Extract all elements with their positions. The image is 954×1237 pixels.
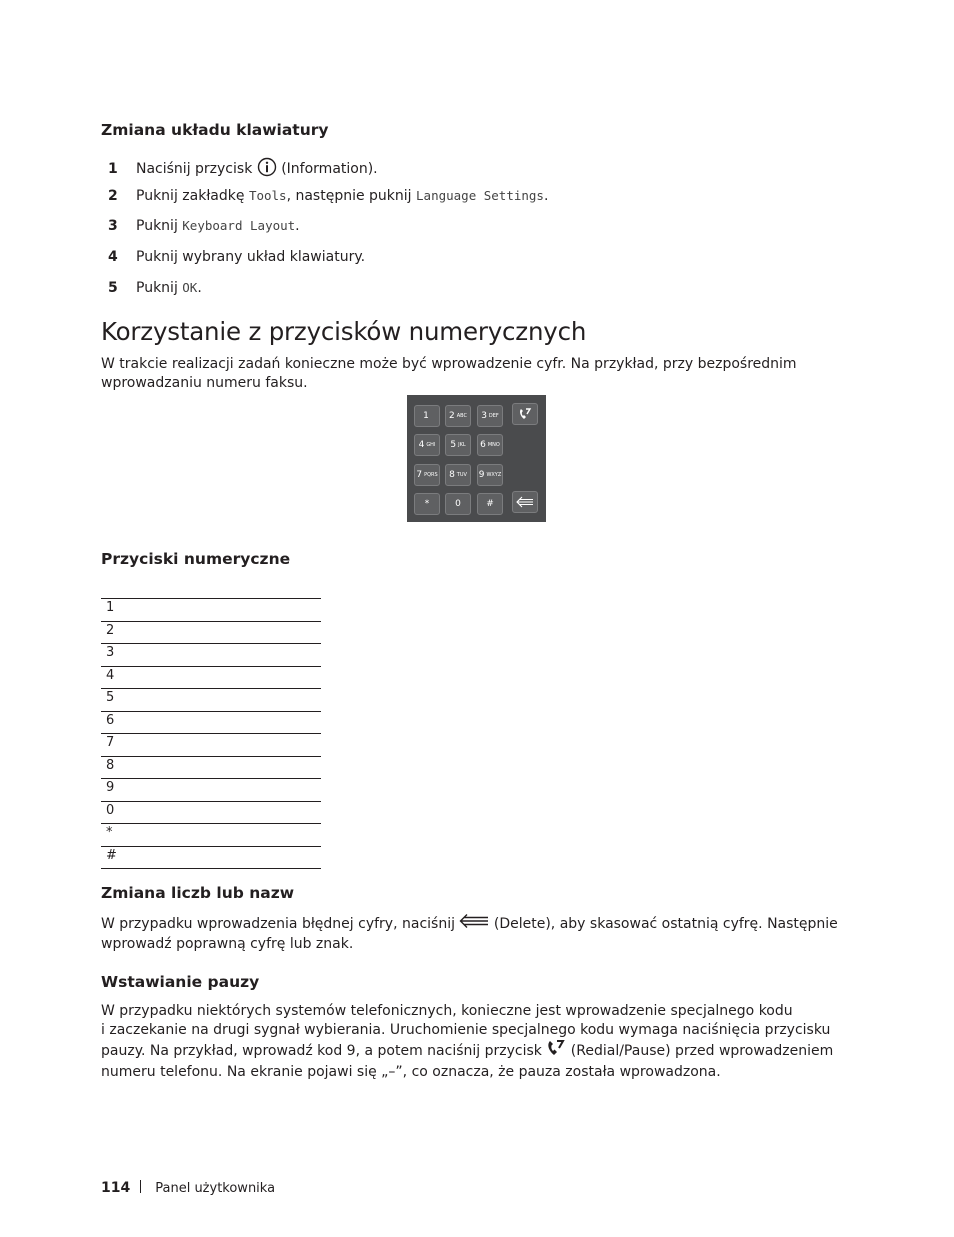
table-cell: 8 bbox=[101, 756, 321, 779]
paragraph-line: numeru telefonu. Na ekranie pojawi się „–”, co oznacza, że pauza została wprowadzona. bbox=[101, 1063, 721, 1080]
table-cell: 3 bbox=[101, 644, 321, 667]
table-cell: 6 bbox=[101, 711, 321, 734]
step-text: Puknij zakładkę bbox=[136, 188, 249, 204]
step-text: ( bbox=[276, 161, 287, 177]
table-row bbox=[101, 644, 321, 667]
key-4: 4 GHI bbox=[414, 434, 440, 456]
paragraph-text: ) przed wprowadzeniem bbox=[665, 1042, 834, 1059]
step-text: , następnie puknij bbox=[286, 188, 417, 204]
section-title-numeric-buttons: Korzystanie z przycisków numerycznych bbox=[101, 317, 587, 346]
table-row bbox=[101, 711, 321, 734]
step-number: 5 bbox=[108, 280, 118, 296]
change-numbers-paragraph bbox=[101, 913, 838, 953]
table-row bbox=[101, 689, 321, 712]
table-cell: 4 bbox=[101, 666, 321, 689]
footer-label: Panel użytkownika bbox=[155, 1181, 276, 1196]
key-2: 2 ABC bbox=[445, 405, 471, 427]
step-1 bbox=[108, 157, 378, 181]
paragraph-text: ( bbox=[566, 1042, 577, 1059]
code-text: OK bbox=[182, 280, 198, 295]
step-5 bbox=[108, 280, 202, 296]
insert-pause-paragraph bbox=[101, 1002, 833, 1081]
step-2 bbox=[108, 188, 548, 204]
step-text: . bbox=[197, 280, 202, 296]
table-cell: 1 bbox=[101, 599, 321, 622]
paragraph-line: W przypadku niektórych systemów telefonicznych, konieczne jest wprowadzenie specjalnego kodu bbox=[101, 1003, 793, 1019]
table-row bbox=[101, 599, 321, 622]
table-row bbox=[101, 734, 321, 757]
step-text: . bbox=[295, 218, 300, 234]
table-cell: 5 bbox=[101, 689, 321, 712]
table-row bbox=[101, 824, 321, 847]
intro-line: W trakcie realizacji zadań konieczne może być wprowadzenie cyfr. Na przykład, przy bezpośrednim bbox=[101, 356, 797, 372]
key-1: 1 bbox=[414, 405, 440, 427]
section-title-keyboard-layout: Zmiana układu klawiatury bbox=[101, 121, 329, 139]
intro-paragraph bbox=[101, 355, 797, 392]
paragraph-bold: Redial/Pause bbox=[576, 1042, 666, 1059]
page-footer bbox=[101, 1180, 275, 1196]
page-number: 114 bbox=[101, 1180, 131, 1196]
table-row bbox=[101, 621, 321, 644]
paragraph-text: W przypadku wprowadzenia błędnej cyfry, naciśnij bbox=[101, 915, 460, 932]
code-text: Keyboard Layout bbox=[182, 218, 296, 233]
table-cell: 9 bbox=[101, 779, 321, 802]
paragraph-text: ), aby skasować ostatnią cyfrę. Następnie bbox=[545, 915, 838, 932]
table-row bbox=[101, 666, 321, 689]
table-cell: 0 bbox=[101, 801, 321, 824]
section-title-numeric-keys: Przyciski numeryczne bbox=[101, 550, 291, 568]
backspace-icon bbox=[459, 913, 489, 935]
key-star: * bbox=[414, 493, 440, 515]
redial-pause-icon bbox=[546, 1039, 566, 1063]
step-bold: Information bbox=[286, 161, 368, 177]
paragraph-text: pauzy. Na przykład, wprowadź kod 9, a potem naciśnij przycisk bbox=[101, 1042, 547, 1059]
step-4 bbox=[108, 249, 365, 265]
step-number: 3 bbox=[108, 218, 118, 234]
table-row bbox=[101, 846, 321, 869]
key-9: 9 WXYZ bbox=[477, 464, 503, 486]
key-8: 8 TUV bbox=[445, 464, 471, 486]
numeric-keys-table bbox=[101, 598, 321, 869]
section-title-change-numbers: Zmiana liczb lub nazw bbox=[101, 884, 295, 902]
step-text: . bbox=[543, 188, 549, 204]
step-text: Puknij bbox=[136, 218, 183, 234]
key-0: 0 bbox=[445, 493, 471, 515]
table-cell: 2 bbox=[101, 621, 321, 644]
table-cell: 7 bbox=[101, 734, 321, 757]
table-row bbox=[101, 801, 321, 824]
table-cell: * bbox=[101, 824, 321, 847]
paragraph-text: ( bbox=[489, 915, 500, 932]
step-text: ). bbox=[367, 161, 378, 177]
code-text: Tools bbox=[248, 188, 287, 203]
table-cell: # bbox=[101, 846, 321, 869]
footer-divider bbox=[140, 1180, 141, 1193]
backspace-icon bbox=[512, 491, 538, 513]
paragraph-line: i zaczekanie na drugi sygnał wybierania. Uruchomienie specjalnego kodu wymaga naciśnięcia przycisku bbox=[101, 1021, 831, 1038]
key-3: 3 DEF bbox=[477, 405, 503, 427]
step-number: 1 bbox=[108, 161, 118, 177]
step-text: Puknij bbox=[136, 280, 183, 296]
code-text: Language Settings bbox=[416, 188, 544, 203]
key-5: 5 JKL bbox=[445, 434, 471, 456]
table-row bbox=[101, 779, 321, 802]
step-number: 4 bbox=[108, 249, 118, 265]
key-7: 7 PQRS bbox=[414, 464, 440, 486]
section-title-insert-pause: Wstawianie pauzy bbox=[101, 973, 260, 991]
key-hash: # bbox=[477, 493, 503, 515]
redial-pause-icon bbox=[512, 403, 538, 425]
step-3 bbox=[108, 218, 300, 234]
table-row bbox=[101, 756, 321, 779]
step-text: Naciśnij przycisk bbox=[136, 161, 257, 177]
step-text: Puknij wybrany układ klawiatury. bbox=[136, 249, 366, 265]
info-icon bbox=[257, 157, 277, 181]
keypad-illustration bbox=[407, 395, 546, 522]
paragraph-line: wprowadź poprawną cyfrę lub znak. bbox=[101, 935, 354, 952]
paragraph-bold: Delete bbox=[499, 915, 546, 932]
key-6: 6 MNO bbox=[477, 434, 503, 456]
intro-line: wprowadzaniu numeru faksu. bbox=[101, 374, 308, 391]
step-number: 2 bbox=[108, 188, 118, 204]
